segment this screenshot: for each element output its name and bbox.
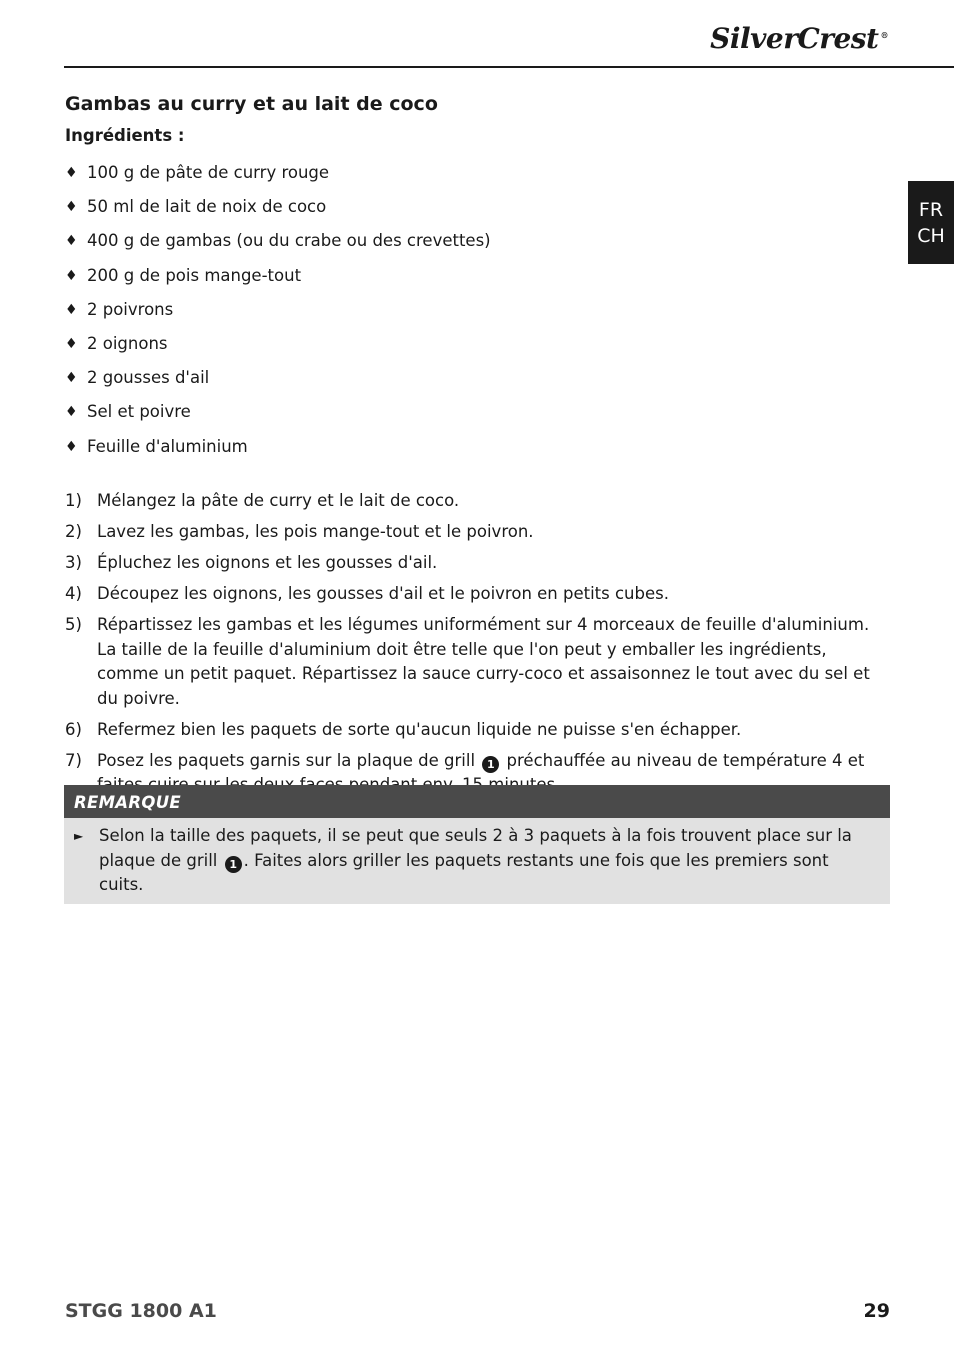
diamond-bullet-icon: ♦ xyxy=(65,267,78,284)
step-text-part: Posez les paquets garnis sur la plaque de grill xyxy=(97,750,476,770)
step-text: Mélangez la pâte de curry et le lait de coco. xyxy=(97,491,460,510)
ingredient-text: 2 gousses d'ail xyxy=(87,368,210,388)
step-text: Refermez bien les paquets de sorte qu'aucun liquide ne puisse s'en échapper. xyxy=(97,719,742,739)
part-number-1-icon: 1 xyxy=(482,756,499,773)
step-item xyxy=(65,718,875,743)
part-number-1-icon: 1 xyxy=(225,856,242,873)
step-number: 7) xyxy=(65,750,82,770)
note-text-part: Selon la taille des paquets, il se peut que seuls 2 à 3 paquets à la fois trouvent place sur la plaque de grill xyxy=(99,826,852,870)
brand-name: SilverCrest xyxy=(710,22,879,55)
ingredient-text: 50 ml de lait de noix de coco xyxy=(87,197,327,217)
diamond-bullet-icon: ♦ xyxy=(65,335,78,352)
diamond-bullet-icon: ♦ xyxy=(65,404,78,421)
diamond-bullet-icon: ♦ xyxy=(65,301,78,318)
ingredient-text: Sel et poivre xyxy=(87,402,191,422)
language-tab xyxy=(908,181,954,264)
step-number: 4) xyxy=(65,584,82,603)
ingredient-text: 100 g de pâte de curry rouge xyxy=(87,163,330,182)
language-code-fr: FR xyxy=(918,198,944,221)
ingredient-item xyxy=(65,193,491,227)
ingredient-item xyxy=(65,398,491,432)
ingredient-item xyxy=(65,262,491,296)
diamond-bullet-icon: ♦ xyxy=(65,165,78,181)
ingredient-item xyxy=(65,330,491,364)
ingredient-item xyxy=(65,364,491,398)
ingredient-text: 400 g de gambas (ou du crabe ou des crevettes) xyxy=(87,231,491,251)
step-text: Lavez les gambas, les pois mange-tout et le poivron. xyxy=(97,522,534,541)
diamond-bullet-icon: ♦ xyxy=(65,233,78,250)
ingredient-item xyxy=(65,227,491,261)
step-text-part: préchauffée au niveau de température 4 et xyxy=(506,750,865,770)
ingredient-item xyxy=(65,433,491,467)
step-item xyxy=(65,489,875,514)
ingredient-text: Feuille d'aluminium xyxy=(87,436,248,456)
header-rule xyxy=(64,66,954,68)
ingredient-item xyxy=(65,296,491,330)
ingredient-text: 2 oignons xyxy=(87,333,168,353)
step-number: 6) xyxy=(65,719,82,739)
note-text-part: . Faites alors griller les paquets restants une fois que les premiers sont cuits. xyxy=(99,850,829,894)
footer-model-name: STGG 1800 A1 xyxy=(65,1300,217,1322)
note-box xyxy=(64,785,890,904)
step-number: 3) xyxy=(65,553,82,572)
page-number: 29 xyxy=(863,1300,890,1322)
arrow-right-icon: ► xyxy=(74,829,84,843)
step-text: Épluchez les oignons et les gousses d'ail. xyxy=(97,553,438,572)
ingredient-item xyxy=(65,159,491,193)
diamond-bullet-icon: ♦ xyxy=(65,199,78,216)
step-item xyxy=(65,520,875,545)
ingredient-text: 200 g de pois mange-tout xyxy=(87,265,302,285)
step-item xyxy=(65,613,875,711)
preparation-steps xyxy=(65,489,875,804)
diamond-bullet-icon: ♦ xyxy=(65,438,78,455)
registered-mark: ® xyxy=(880,29,888,40)
step-number: 1) xyxy=(65,491,82,510)
note-heading: REMARQUE xyxy=(64,785,890,818)
step-number: 2) xyxy=(65,522,82,541)
step-number: 5) xyxy=(65,615,82,634)
note-body xyxy=(64,818,890,904)
step-item xyxy=(65,582,875,607)
step-text: Répartissez les gambas et les légumes uniformément sur 4 morceaux de feuille d'aluminium. La taille de la feuille d'aluminium doit être telle que l'on peut y emballer les ingrédients, comme un petit paquet. Répartissez la sauce curry-coco et assaisonnez le tout avec du sel et du poivre. xyxy=(97,615,870,708)
recipe-title: Gambas au curry et au lait de coco xyxy=(65,93,438,115)
note-text xyxy=(99,824,876,898)
language-code-ch: CH xyxy=(917,224,945,247)
step-item xyxy=(65,551,875,576)
ingredients-heading: Ingrédients : xyxy=(65,126,185,145)
ingredients-list xyxy=(65,159,491,467)
step-text: Découpez les oignons, les gousses d'ail et le poivron en petits cubes. xyxy=(97,584,669,603)
diamond-bullet-icon: ♦ xyxy=(65,370,78,387)
brand-logo xyxy=(710,22,888,55)
ingredient-text: 2 poivrons xyxy=(87,299,174,319)
